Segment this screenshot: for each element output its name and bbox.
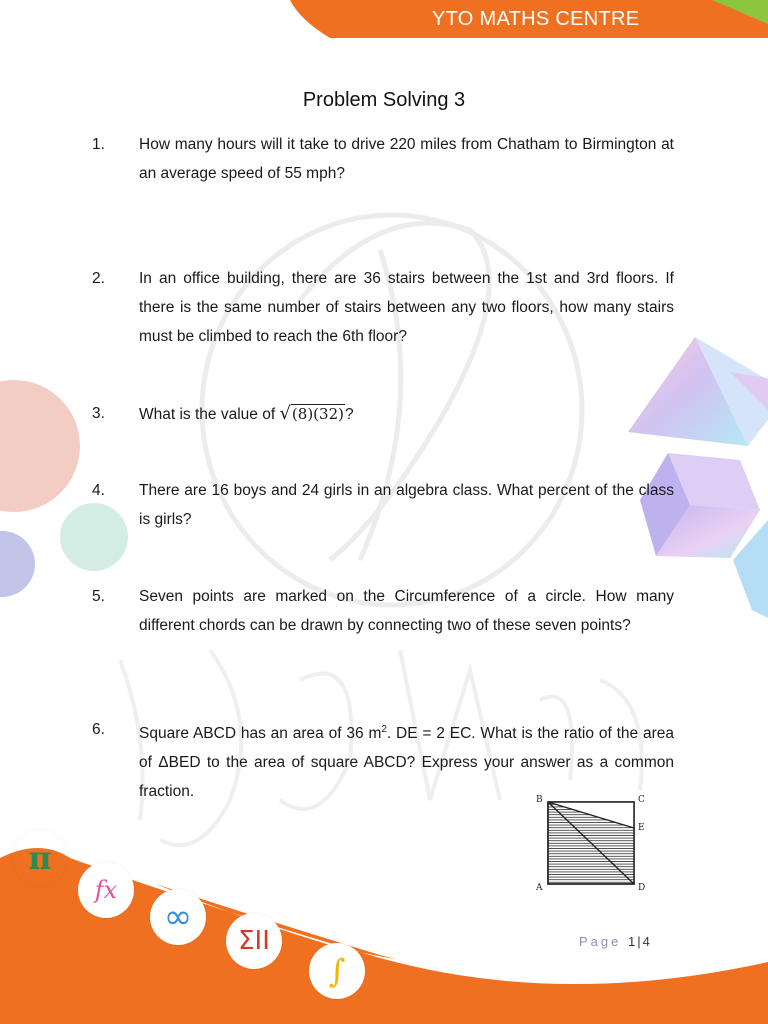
label-c: C [638,795,645,805]
brand-name: YTO MATHS CENTRE [432,8,640,30]
page-total: 4 [642,934,650,949]
question-text-a: Square ABCD has an area of 36 m [139,725,382,743]
page-title: Problem Solving 3 [302,89,466,111]
page-word: Page [579,934,622,949]
question-number: 6. [92,721,105,738]
sigma-icon: ΣII [226,913,282,969]
integral-icon: ∫ [309,943,365,999]
label-b: B [536,795,543,805]
deco-circle-peach [0,380,80,512]
question-number: 1. [92,136,105,153]
superscript: 2 [381,724,387,735]
radical-sign-icon: √ [279,403,291,424]
question-number: 5. [92,588,105,605]
question-text: How many hours will it take to drive 220 miles from Chatham to Birmington at an average speed of 55 mph? [139,136,674,182]
question-3 [92,400,674,430]
question-text [139,400,674,430]
question-text: In an office building, there are 36 stairs between the 1st and 3rd floors. If there is the same number of stairs between any two floors, how many stairs must be climbed to reach the 6th floor? [139,270,674,345]
question-1 [92,131,674,189]
question-suffix: ? [344,406,354,423]
question-text: Seven points are marked on the Circumference of a circle. How many different chords can be drawn by connecting two of these seven points? [139,588,674,634]
label-a: A [536,883,543,893]
label-e: E [638,823,645,833]
question-text-b: . DE = 2 EC. What is the ratio of the area of ΔBED to the area of square ABCD? Express your answer as a common fraction. [139,725,674,800]
function-icon: fx [78,862,134,918]
question-text: There are 16 boys and 24 girls in an algebra class. What percent of the class is girls? [139,482,674,528]
pi-icon: π [12,830,68,886]
infinity-icon: ∞ [150,889,206,945]
page-separator: | [637,934,641,949]
question-number: 2. [92,270,105,287]
question-4 [92,477,674,535]
square-abcd-diagram [530,790,660,896]
question-number: 4. [92,482,105,499]
page-number: 1 [628,934,636,949]
page-indicator [579,934,650,949]
square-root-expression [279,400,345,429]
question-2 [92,265,674,351]
label-d: D [638,883,646,893]
question-number: 3. [92,405,105,422]
question-prefix: What is the value of [139,406,280,423]
deco-circle-lavender [0,531,35,597]
question-5 [92,583,674,641]
radicand: (8)(32) [291,405,344,423]
